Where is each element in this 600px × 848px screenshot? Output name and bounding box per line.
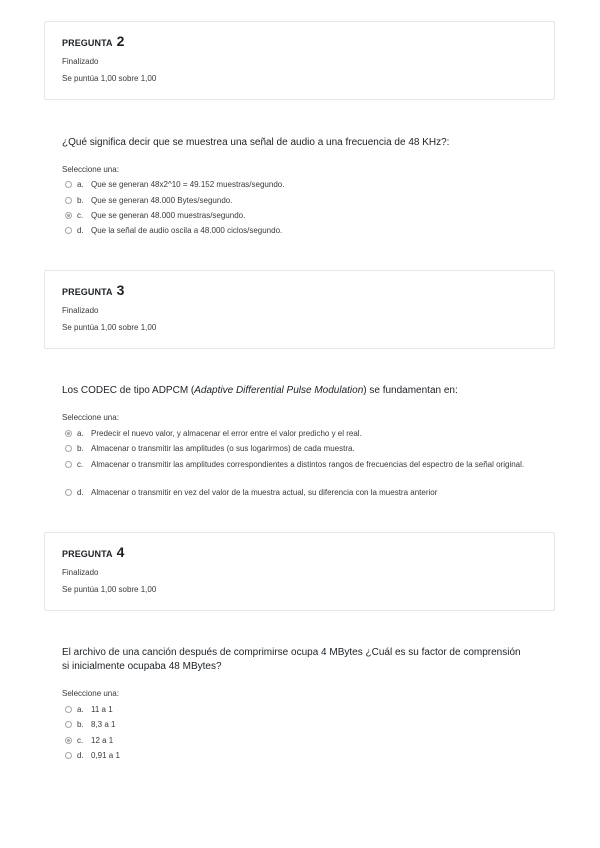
answer-text: Almacenar o transmitir las amplitudes (o sus logarirmos) de cada muestra. — [91, 444, 355, 453]
answer-letter: b. — [77, 196, 84, 205]
answer-letter: a. — [77, 705, 84, 714]
answer-letter: c. — [77, 736, 84, 745]
answer-text: Que se generan 48.000 muestras/segundo. — [91, 211, 246, 220]
answer-letter: d. — [77, 488, 84, 497]
question-info-card — [44, 270, 555, 349]
radio-button[interactable] — [65, 227, 72, 234]
question-title — [62, 544, 125, 560]
radio-button[interactable] — [65, 445, 72, 452]
question-label: PREGUNTA — [62, 287, 113, 297]
radio-button[interactable] — [65, 461, 72, 468]
radio-button[interactable] — [65, 489, 72, 496]
question-title — [62, 33, 125, 49]
question-grade: Se puntúa 1,00 sobre 1,00 — [62, 323, 157, 332]
question-title — [62, 282, 125, 298]
answer-text: Que se generan 48.000 Bytes/segundo. — [91, 196, 233, 205]
answer-letter: d. — [77, 751, 84, 760]
radio-button-selected[interactable] — [65, 430, 72, 437]
answer-letter: a. — [77, 429, 84, 438]
answer-text: Que la señal de audio oscila a 48.000 ciclos/segundo. — [91, 226, 283, 235]
question-text-italic: Adaptive Differential Pulse Modulation — [194, 385, 364, 396]
answer-text: Que se generan 48x2^10 = 49.152 muestras/segundo. — [91, 180, 285, 189]
answer-text: Almacenar o transmitir en vez del valor de la muestra actual, su diferencia con la muestra anterior — [91, 488, 438, 497]
question-text-end: ) se fundamentan en: — [363, 385, 458, 396]
answer-text: 0,91 a 1 — [91, 751, 120, 760]
question-info-card — [44, 532, 555, 611]
question-grade: Se puntúa 1,00 sobre 1,00 — [62, 74, 157, 83]
question-label: PREGUNTA — [62, 549, 113, 559]
question-text — [62, 384, 522, 398]
question-text-start: Los CODEC de tipo ADPCM ( — [62, 385, 195, 396]
question-state: Finalizado — [62, 57, 99, 66]
answer-prompt: Seleccione una: — [62, 689, 119, 698]
answer-letter: c. — [77, 211, 84, 220]
question-info-card — [44, 21, 555, 100]
question-number: 2 — [116, 33, 125, 49]
answer-text: Almacenar o transmitir las amplitudes correspondientes a distintos rangos de frecuencias del espectro de la señal original. — [91, 460, 525, 469]
radio-button-selected[interactable] — [65, 212, 72, 219]
radio-button[interactable] — [65, 752, 72, 759]
radio-button[interactable] — [65, 721, 72, 728]
question-grade: Se puntúa 1,00 sobre 1,00 — [62, 585, 157, 594]
question-number: 4 — [116, 544, 125, 560]
question-text: ¿Qué significa decir que se muestrea una señal de audio a una frecuencia de 48 KHz?: — [62, 137, 450, 148]
question-text: El archivo de una canción después de comprimirse ocupa 4 MBytes ¿Cuál es su factor de comprensión si inicialmente ocupaba 48 MBytes? — [62, 647, 521, 672]
answer-letter: c. — [77, 460, 84, 469]
radio-button[interactable] — [65, 197, 72, 204]
question-number: 3 — [116, 282, 125, 298]
question-state: Finalizado — [62, 306, 99, 315]
answer-text: 12 a 1 — [91, 736, 114, 745]
answer-text: 11 a 1 — [91, 705, 113, 714]
answer-text: Predecir el nuevo valor, y almacenar el error entre el valor predicho y el real. — [91, 429, 362, 438]
radio-button-selected[interactable] — [65, 737, 72, 744]
answer-letter: a. — [77, 180, 84, 189]
radio-button[interactable] — [65, 706, 72, 713]
answer-text: 8,3 a 1 — [91, 720, 116, 729]
answer-letter: d. — [77, 226, 84, 235]
question-state: Finalizado — [62, 568, 99, 577]
answer-prompt: Seleccione una: — [62, 165, 119, 174]
radio-button[interactable] — [65, 181, 72, 188]
question-label: PREGUNTA — [62, 38, 113, 48]
answer-letter: b. — [77, 720, 84, 729]
answer-letter: b. — [77, 444, 84, 453]
answer-prompt: Seleccione una: — [62, 413, 119, 422]
